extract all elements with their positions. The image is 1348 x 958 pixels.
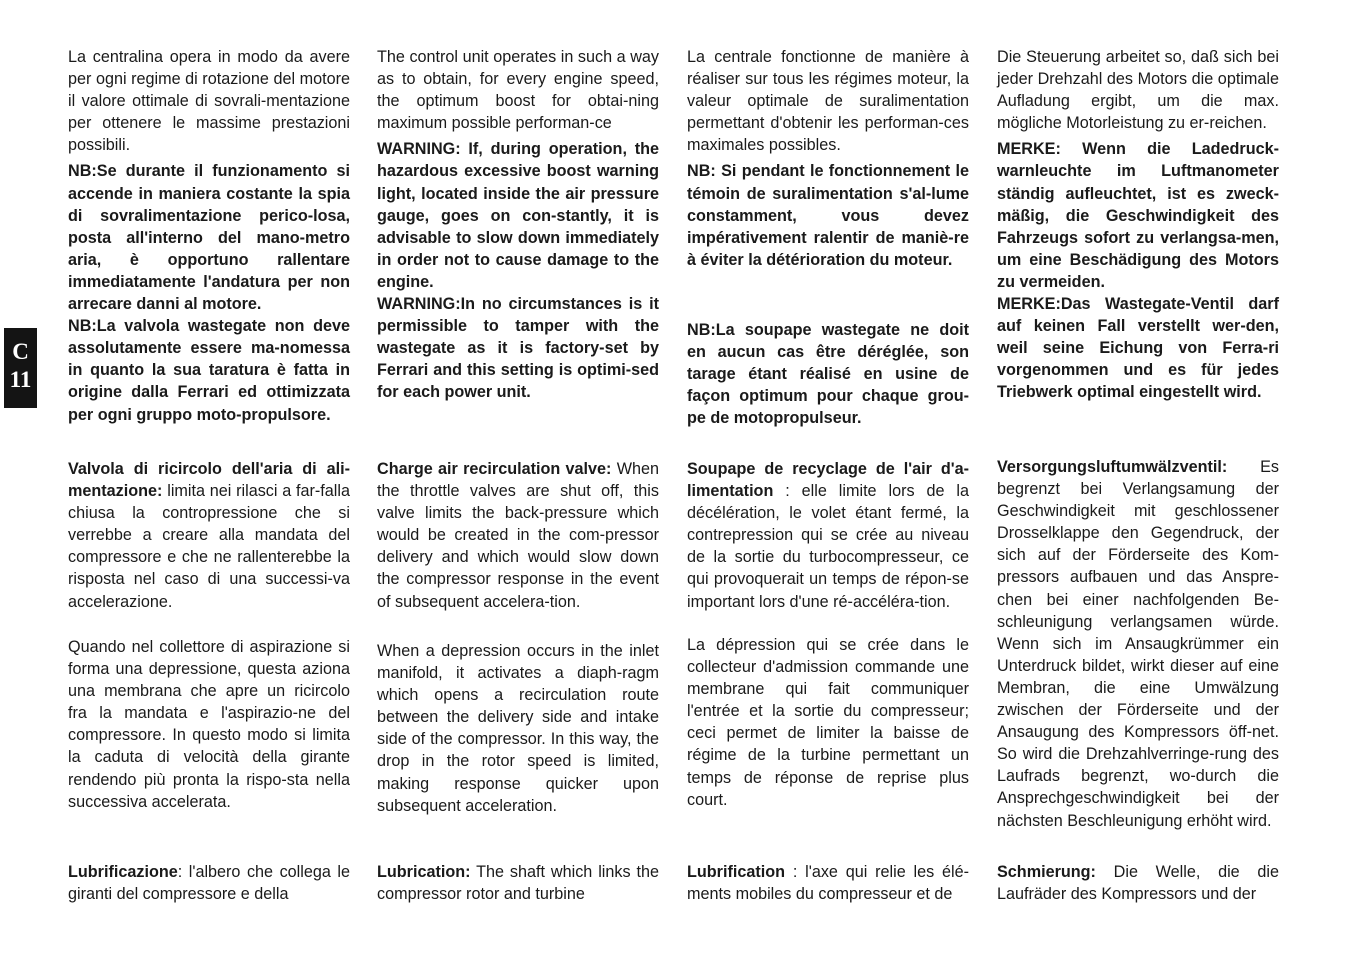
de-intro: Die Steuerung arbeitet so, daß sich bei jeder Drehzahl des Motors die optimale Aufladung ergibt, um die max. mögliche Motorleistung zu er-reichen. (997, 48, 1279, 133)
de-lubrication-section (997, 861, 1279, 905)
de-valve-heading: Versorgungsluftumwälzventil: (997, 458, 1228, 476)
fr-lubrication-heading: Lubrification (687, 863, 786, 881)
fr-depression-text: La dépression qui se crée dans le collecteur d'admission commande une membrane qui fait communiquer l'entrée et la sortie du compresseur; ceci permet de limiter la baisse de régime de la turbine permettant un temps de réponse de reprise plus court. (687, 636, 969, 809)
en-valve-section (377, 458, 659, 613)
en-intro: The control unit operates in such a way as to obtain, for every engine speed, the optimum boost for obtai-ning maximum possible performan-ce (377, 48, 659, 133)
de-lubrication-heading: Schmierung: (997, 863, 1096, 881)
it-intro: La centralina opera in modo da avere per ogni regime di rotazione del motore il valore ottimale di sovrali-mentazione per ottenere le massime prestazioni possibili. (68, 48, 350, 155)
en-valve-text: When the throttle valves are shut off, this valve limits the back-pressure which would be created in the com-pressor delivery and which would slow down the compressor response in the event of subsequent accelera-tion. (377, 460, 660, 611)
it-note-wastegate: NB:La valvola wastegate non deve assolutamente essere ma-nomessa in quanto la sua taratura è fatta in origine dalla Ferrari ed ottimizzata per ogni gruppo moto-propulsore. (68, 317, 350, 424)
it-note-warning-light: NB:Se durante il funzionamento si accende in maniera costante la spia di sovralimentazione perico-losa, posta all'interno del mano-metro aria, è opportuno rallentare immediatamente l'andatura per non arrecare danni al motore. (68, 162, 350, 314)
section-tab-number: 11 (9, 367, 32, 392)
it-lubrication-text: : l'albero che collega le giranti del compressore e della (68, 863, 350, 904)
it-valve-heading: Valvola di ricircolo dell'aria di ali-mentazione: (68, 460, 350, 501)
fr-valve-heading: Soupape de recyclage de l'air d'a-limentation (687, 460, 969, 501)
section-tab-letter: C (12, 339, 29, 364)
fr-note-wastegate: NB:La soupape wastegate ne doit en aucun cas être déréglée, son tarage étant réalisé en usine de façon optimum pour chaque grou-pe de motopropulseur. (687, 321, 969, 428)
fr-wastegate-section (687, 319, 969, 429)
fr-depression-section (687, 634, 969, 811)
italian-column (68, 46, 350, 426)
english-column (377, 46, 659, 404)
de-valve-text: Es begrenzt bei Verlangsamung der Geschwindigkeit mit geschlossener Drosselklappe den Gegendruck, der sich auf der Förderseite des Kom-pressors aufbauen und das Anspre-chen bei einer nachfolgenden Be-schleunigung verlangsamen würde. Wenn sich im Ansaugkrümmer ein Unterdruck bildet, wirkt dieser auf eine Membran, die eine Umwälzung zwischen der Förderseite und der Ansaugung des Kompressors öff-net. So wird die Drehzahlverringe-rung des Laufrads begrenzt, wo-durch die Ansprechgeschwindigkeit bei der nächsten Beschleunigung erhöht wird. (997, 458, 1279, 830)
en-lubrication-heading: Lubrication: (377, 863, 471, 881)
de-note-wastegate: MERKE:Das Wastegate-Ventil darf auf keinen Fall verstellt wer-den, weil seine Eichung von Ferra-ri vorgenommen und es für jedes Triebwerk optimal eingestellt wird. (997, 295, 1279, 402)
en-lubrication-section (377, 861, 659, 905)
en-depression-section (377, 640, 659, 817)
it-depression-section (68, 636, 350, 813)
it-lubrication-heading: Lubrificazione (68, 863, 178, 881)
fr-lubrication-section (687, 861, 969, 905)
fr-valve-text: : elle limite lors de la décélération, le volet étant fermé, la contrepression qui se crée au niveau de la sortie du turbocompresseur, ce qui provoquerait un temps de répon-se important lors d'une ré-accéléra-tion. (687, 482, 969, 611)
it-lubrication-section (68, 861, 350, 905)
de-valve-section (997, 456, 1279, 832)
it-valve-text: limita nei rilasci a far-falla chiusa la contropressione che si verrebbe a creare alla mandata del compressore e che ne rallenterebbe la risposta nel caso di una successi-va accelerazione. (68, 482, 350, 611)
de-note-warning-light: MERKE: Wenn die Ladedruck-warnleuchte im Luftmanometer ständig aufleuchtet, ist es zweck-mäßig, die Geschwindigkeit des Fahrzeugs sofort zu verlangsa-men, um eine Beschädigung des Motors zu vermeiden. (997, 140, 1279, 291)
en-warning-wastegate: WARNING:In no circumstances is it permissible to tamper with the wastegate as it is factory-set by Ferrari and this setting is optimi-sed for each power unit. (377, 295, 659, 402)
en-depression-text: When a depression occurs in the inlet manifold, it activates a diaph-ragm which opens a recirculation route between the delivery side and intake side of the compressor. In this way, the drop in the rotor speed is limited, making response quicker upon subsequent acceleration. (377, 642, 659, 815)
en-valve-heading: Charge air recirculation valve: (377, 460, 612, 478)
german-column (997, 46, 1279, 404)
section-tab (4, 328, 37, 408)
en-lubrication-text: The shaft which links the compressor rotor and turbine (377, 863, 659, 904)
french-column (687, 46, 969, 271)
it-valve-section (68, 458, 350, 613)
it-depression-text: Quando nel collettore di aspirazione si forma una depressione, questa aziona una membrana che apre un ricircolo fra la mandata e l'aspirazio-ne del compressore. In questo modo si limita la caduta di velocità della girante rendendo più pronta la rispo-sta nella successiva accelerata. (68, 638, 350, 811)
fr-valve-section (687, 458, 969, 613)
en-warning-light: WARNING: If, during operation, the hazardous excessive boost warning light, located inside the air pressure gauge, goes on con-stantly, it is advisable to slow down immediately in order not to cause damage to the engine. (377, 140, 659, 291)
de-lubrication-text: Die Welle, die die Laufräder des Kompressors und der (997, 863, 1280, 904)
fr-intro: La centrale fonctionne de manière à réaliser sur tous les régimes moteur, la valeur optimale de suralimentation permettant d'obtenir les performan-ces maximales possibles. (687, 48, 969, 155)
fr-note-warning-light: NB: Si pendant le fonctionnement le témoin de suralimentation s'al-lume constamment, vous devez impérativement ralentir de maniè-re à éviter la détérioration du moteur. (687, 162, 969, 269)
fr-lubrication-text: : l'axe qui relie les élé-ments mobiles du compresseur et de (687, 863, 970, 904)
